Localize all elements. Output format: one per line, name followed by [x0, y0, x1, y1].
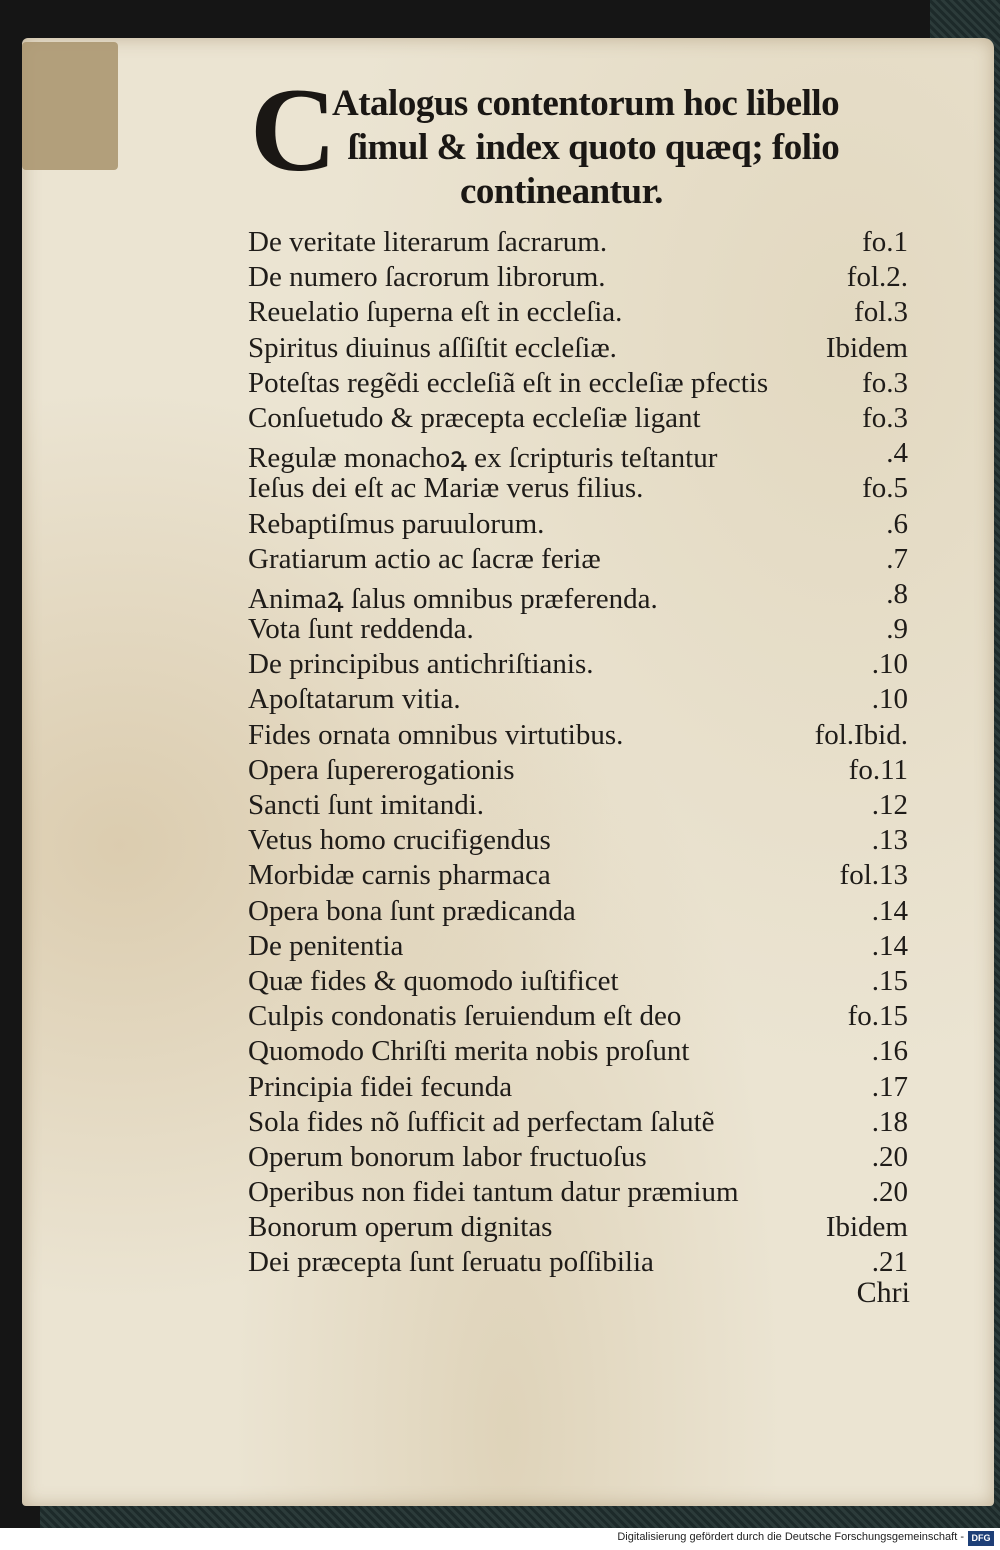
toc-entry-title: Sancti ſunt imitandi. [248, 789, 485, 821]
toc-entry-title: Quæ fides & quomodo iuſtificet [248, 964, 619, 997]
toc-entry [248, 437, 908, 475]
toc-entry [248, 508, 908, 543]
toc-entry-title: Ieſus dei eſt ac Mariæ verus filius. [248, 472, 644, 505]
toc-entry-folio: .7 [886, 542, 908, 575]
toc-entry [248, 683, 908, 718]
toc-entry-folio: fol.3 [854, 296, 908, 329]
toc-entry-folio: .13 [871, 824, 908, 857]
toc-entry-folio: .18 [871, 1105, 908, 1138]
toc-entry-folio: .17 [871, 1070, 908, 1103]
toc-entry [248, 824, 908, 859]
toc-entry-title: Culpis condonatis ſeruiendum eſt deo [248, 1000, 682, 1033]
toc-entry-title: Dei præcepta ſunt ſeruatu poſſibilia [248, 1246, 654, 1279]
toc-entry-title: De numero ſacrorum librorum. [248, 261, 606, 294]
table-of-contents [248, 226, 908, 1282]
toc-entry [248, 859, 908, 894]
toc-entry-title: Conſuetudo & præcepta eccleſiæ ligant [248, 401, 701, 434]
toc-entry-folio: fol.13 [839, 859, 908, 892]
toc-entry [248, 1141, 908, 1176]
toc-entry [248, 367, 908, 402]
toc-entry-folio: .20 [871, 1140, 908, 1173]
toc-entry-title: Operibus non fidei tantum datur præmium [248, 1176, 739, 1209]
toc-entry-title: Operum bonorum labor fructuoſus [248, 1140, 647, 1173]
toc-entry-folio: .9 [886, 613, 908, 646]
toc-entry [248, 1246, 908, 1281]
toc-entry-folio: fo.3 [862, 401, 908, 434]
toc-entry-folio: .10 [871, 683, 908, 716]
toc-entry [248, 402, 908, 437]
toc-entry [248, 648, 908, 683]
heading-line-3: contineantur. [460, 171, 663, 212]
toc-entry-title: Spiritus diuinus aſſiſtit eccleſiæ. [248, 331, 617, 364]
toc-entry-title: Morbidæ carnis pharmaca [248, 859, 551, 892]
toc-entry [248, 719, 908, 754]
toc-entry-title: Principia fidei fecunda [248, 1070, 513, 1103]
toc-entry-folio: .8 [886, 577, 908, 610]
toc-entry-title: Apoſtatarum vitia. [248, 683, 461, 716]
toc-entry-folio: .16 [871, 1035, 908, 1068]
toc-entry [248, 1000, 908, 1035]
toc-entry-title: Sola fides nõ ſufficit ad perfectam ſalutẽ [248, 1105, 715, 1138]
catalog-heading [250, 63, 910, 220]
toc-entry-folio: fol.Ibid. [814, 718, 908, 751]
toc-entry [248, 930, 908, 965]
toc-entry-folio: .15 [871, 964, 908, 997]
toc-entry [248, 578, 908, 613]
toc-entry-folio: .14 [871, 929, 908, 962]
toc-entry-title: Vetus homo crucifigendus [248, 824, 551, 857]
toc-entry-folio: fo.15 [847, 1000, 908, 1033]
toc-entry-folio: fo.11 [848, 753, 908, 786]
funding-notice: Digitalisierung gefördert durch die Deutsche Forschungsgemeinschaft - [617, 1531, 964, 1543]
toc-entry-folio: fo.1 [862, 226, 908, 258]
toc-entry-title: Gratiarum actio ac ſacræ feriæ [248, 542, 601, 575]
toc-entry-folio: .21 [871, 1246, 908, 1279]
toc-entry-title: De veritate literarum ſacrarum. [248, 226, 608, 258]
toc-entry-title: Opera ſupererogationis [248, 753, 515, 786]
toc-entry [248, 613, 908, 648]
toc-entry [248, 1035, 908, 1070]
toc-entry-title: De penitentia [248, 929, 404, 962]
toc-entry [248, 754, 908, 789]
toc-entry-folio: Ibidem [825, 331, 908, 364]
toc-entry-title: Vota ſunt reddenda. [248, 613, 474, 646]
catchword: Chri [856, 1276, 910, 1309]
toc-entry-folio: .10 [871, 648, 908, 681]
page-damage [22, 42, 118, 170]
heading-line-1: Atalogus contentorum hoc libello [332, 83, 840, 124]
heading-line-2: ſimul & index quoto quæq; folio [348, 127, 840, 168]
dfg-logo: DFG [968, 1531, 994, 1546]
toc-entry [248, 965, 908, 1000]
toc-entry-title: Opera bona ſunt prædicanda [248, 894, 576, 927]
toc-entry-title: Animaꝝ ſalus omnibus præferenda. [248, 582, 658, 615]
toc-entry-title: De principibus antichriſtianis. [248, 648, 594, 681]
toc-entry-title: Regulæ monachoꝝ ex ſcripturis teſtantur [248, 442, 718, 475]
toc-entry-title: Quomodo Chriſti merita nobis proſunt [248, 1035, 690, 1068]
toc-entry-title: Reuelatio ſuperna eſt in eccleſia. [248, 296, 623, 329]
toc-entry-folio: .12 [871, 789, 908, 821]
toc-entry [248, 261, 908, 296]
toc-entry-folio: Ibidem [825, 1211, 908, 1244]
toc-entry-folio: .6 [886, 507, 908, 540]
toc-entry [248, 1071, 908, 1106]
toc-entry-folio: fo.3 [862, 366, 908, 399]
initial-letter: C [250, 63, 337, 196]
toc-entry [248, 1176, 908, 1211]
toc-entry [248, 789, 908, 824]
toc-entry-folio: .20 [871, 1176, 908, 1209]
toc-entry [248, 1211, 908, 1246]
toc-entry [248, 472, 908, 507]
toc-entry-folio: fo.5 [862, 472, 908, 505]
toc-entry [248, 543, 908, 578]
toc-entry-title: Fides ornata omnibus virtutibus. [248, 718, 624, 751]
toc-entry [248, 296, 908, 331]
footer-bar [0, 1528, 1000, 1550]
toc-entry-folio: fol.2. [846, 261, 908, 294]
toc-entry [248, 226, 908, 261]
toc-entry-folio: .4 [886, 437, 908, 470]
toc-entry-title: Bonorum operum dignitas [248, 1211, 553, 1244]
toc-entry [248, 895, 908, 930]
toc-entry-title: Poteſtas regẽdi eccleſiã eſt in eccleſiæ pfectis [248, 366, 769, 399]
toc-entry [248, 1106, 908, 1141]
toc-entry-title: Rebaptiſmus paruulorum. [248, 507, 545, 540]
toc-entry-folio: .14 [871, 894, 908, 927]
toc-entry [248, 332, 908, 367]
